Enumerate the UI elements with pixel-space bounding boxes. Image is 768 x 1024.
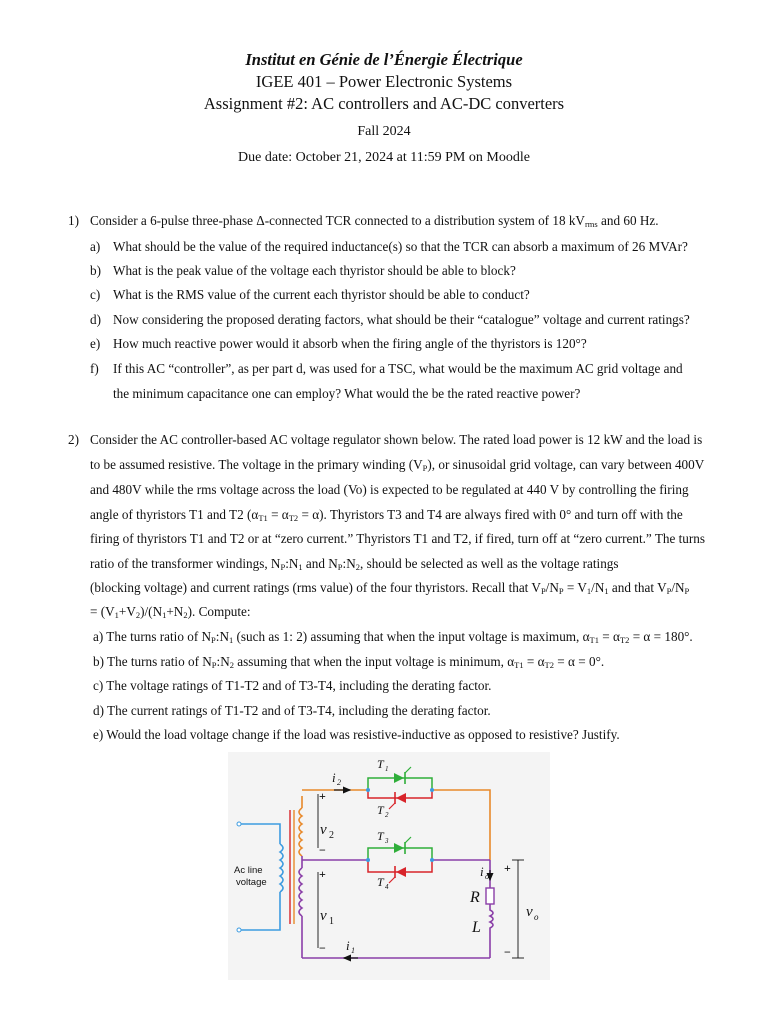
- q2-part-e: e) Would the load voltage change if the load was resistive-inductive as opposed to resistive? Justify.: [93, 727, 620, 742]
- label-i2: i: [332, 770, 336, 785]
- vo-plus: +: [504, 861, 511, 875]
- label-t3-sub: 3: [385, 837, 389, 845]
- label-v1-sub: 1: [329, 916, 334, 927]
- v2-plus: +: [319, 789, 326, 803]
- resistor-r: [486, 888, 494, 904]
- question-2-line-1: Consider the AC controller-based AC voltage regulator shown below. The rated load power is 12 kW and the load is: [90, 432, 703, 447]
- label-t2: T: [377, 803, 384, 817]
- label-v2-sub: 2: [329, 830, 334, 841]
- vo-minus: −: [504, 945, 511, 959]
- v1-plus: +: [319, 867, 326, 881]
- label-t2-sub: 2: [385, 811, 389, 819]
- q1-part-f-continued: the minimum capacitance one can employ? What would the be the rated reactive power?: [113, 386, 581, 401]
- question-2-line-8: = $(V_1+V_2)/(N_1+N_2)$. Compute:: [90, 604, 251, 620]
- question-2-line-4: angle of thyristors T1 and T2 $(\alpha_{T1} = \alpha_{T2} = \alpha)$. Thyristors T3 and T4 are always fired with 0° and turn off with the: [90, 507, 683, 523]
- question-1-stem: Consider a 6-pulse three-phase Δ-connected TCR connected to a distribution system of 18 $kV_{rms}$ and 60 Hz.: [90, 213, 659, 229]
- label-t3: T: [377, 829, 384, 843]
- q2-part-c: c) The voltage ratings of T1-T2 and of T3-T4, including the derating factor.: [93, 678, 492, 693]
- label-t4-sub: 4: [385, 883, 389, 891]
- course-title: IGEE 401 – Power Electronic Systems: [255, 72, 513, 91]
- question-2-line-6: ratio of the transformer windings, $N_P:N_1$ and $N_P:N_2$, should be selected as well as the voltage ratings: [90, 556, 619, 572]
- institute-name: Institut en Génie de l’Énergie Électrique: [245, 50, 523, 69]
- diagram-background: [228, 752, 550, 980]
- label-t1: T: [377, 757, 384, 771]
- label-t4: T: [377, 875, 384, 889]
- q2-part-d: d) The current ratings of T1-T2 and of T3-T4, including the derating factor.: [93, 703, 491, 718]
- label-l: L: [472, 919, 481, 936]
- assignment-title: Assignment #2: AC controllers and AC-DC converters: [203, 94, 565, 113]
- question-2-line-7: (blocking voltage) and current ratings (rms value) of the four thyristors. Recall that $V_P/N_P = V_1/N_1$ and that $V_P/N_P$: [90, 580, 690, 596]
- q2-part-b: b) The turns ratio of $N_P:N_2$ assuming that when the input voltage is minimum, $\alpha_{T1} = \alpha_{T2} = \alpha = 0^\circ$.: [93, 654, 605, 670]
- label-i1-sub: 1: [351, 946, 355, 955]
- label-v1: v: [320, 908, 327, 924]
- v1-minus: −: [319, 941, 326, 955]
- label-i1: i: [346, 938, 350, 953]
- v2-minus: −: [319, 843, 326, 857]
- ac-line-label-1: Ac line: [234, 865, 263, 876]
- due-date: Due date: October 21, 2024 at 11:59 PM on Moodle: [238, 150, 530, 165]
- ac-line-label-2: voltage: [236, 877, 267, 888]
- q2-part-a: a) The turns ratio of $N_P:N_1$ (such as 1: 2) assuming that when the input voltage is maximum, $\alpha_{T1} = \alpha_{T2} = \alpha = 180^\circ$.: [93, 629, 693, 645]
- term: Fall 2024: [357, 124, 411, 139]
- label-io: i: [480, 864, 484, 879]
- question-2-line-2: to be assumed resistive. The voltage in the primary winding $(V_P)$, or sinusoidal grid voltage, can vary between 400V: [90, 457, 705, 473]
- label-t1-sub: 1: [385, 765, 389, 773]
- label-vo-sub: o: [534, 912, 539, 922]
- label-v2: v: [320, 822, 327, 838]
- question-1-number: 1): [68, 213, 79, 228]
- label-r: R: [470, 889, 480, 906]
- ac-voltage-regulator-circuit: [228, 752, 550, 980]
- label-i2-sub: 2: [337, 778, 341, 787]
- question-2-number: 2): [68, 432, 79, 447]
- label-vo: v: [526, 904, 533, 920]
- label-io-sub: o: [485, 872, 489, 881]
- question-2-line-3: and 480V while the rms voltage across the load (Vo) is expected to be regulated at 440 V by controlling the firing: [90, 482, 689, 497]
- question-2-line-5: firing of thyristors T1 and T2 or at “zero current.” Thyristors T1 and T2, if fired, turn off at “zero current.” The turns: [90, 531, 705, 546]
